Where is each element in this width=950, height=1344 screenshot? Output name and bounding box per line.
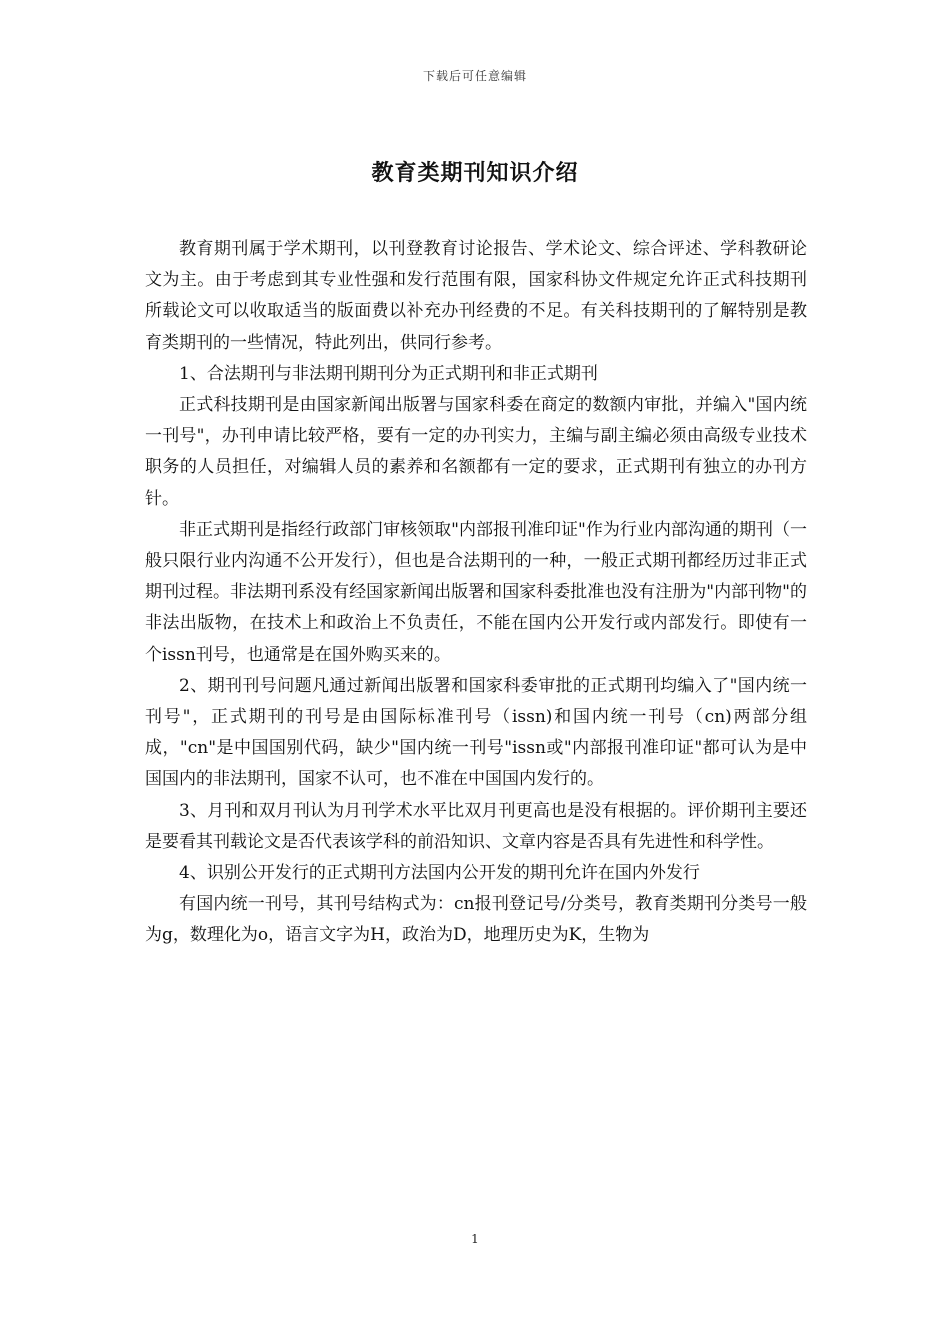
header-note: 下载后可任意编辑 <box>422 69 527 83</box>
paragraph-formal-journals: 正式科技期刊是由国家新闻出版署与国家科委在商定的数额内审批，并编入"国内统一刊号"，办刊申请比较严格，要有一定的办刊实力，主编与副主编必须由高级专业技术职务的人员担任，对编辑人员的素养和名额都有一定的要求，正式期刊有独立的办刊方针。 <box>145 395 807 509</box>
paragraph-section-4-heading: 4、识别公开发行的正式期刊方法国内公开发的期刊允许在国内外发行 <box>179 863 700 884</box>
document-title: 教育类期刊知识介绍 <box>371 160 579 186</box>
paragraph-section-3: 3、月刊和双月刊认为月刊学术水平比双月刊更高也是没有根据的。评价期刊主要还是要看其刊载论文是否代表该学科的前沿知识、文章内容是否具有先进性和科学性。 <box>145 800 807 852</box>
paragraph-informal-journals: 非正式期刊是指经行政部门审核领取"内部报刊准印证"作为行业内部沟通的期刊（一般只限行业内沟通不公开发行），但也是合法期刊的一种，一般正式期刊都经历过非正式期刊过程。非法期刊系没有经国家新闻出版署和国家科委批准也没有注册为"内部刊物"的非法出版物，在技术上和政治上不负责任，不能在国内公开发行或内部发行。即使有一个issn刊号，也通常是在国外购买来的。 <box>145 519 807 665</box>
document-body <box>145 234 807 952</box>
paragraph-cn-structure: 有国内统一刊号，其刊号结构式为：cn报刊登记号/分类号，教育类期刊分类号一般为g，数理化为o，语言文字为H，政治为D，地理历史为K，生物为 <box>145 894 807 946</box>
paragraph-section-2: 2、期刊刊号问题凡通过新闻出版署和国家科委审批的正式期刊均编入了"国内统一刊号"，正式期刊的刊号是由国际标准刊号（issn)和国内统一刊号（cn)两部分组成，"cn"是中国国别代码，缺少"国内统一刊号"issn或"内部报刊准印证"都可认为是中国国内的非法期刊，国家不认可，也不准在中国国内发行的。 <box>145 675 807 790</box>
paragraph-section-1-heading: 1、合法期刊与非法期刊期刊分为正式期刊和非正式期刊 <box>179 363 598 384</box>
page-number: 1 <box>471 1232 479 1246</box>
paragraph-intro: 教育期刊属于学术期刊，以刊登教育讨论报告、学术论文、综合评述、学科教研论文为主。由于考虑到其专业性强和发行范围有限，国家科协文件规定允许正式科技期刊所载论文可以收取适当的版面费以补充办刊经费的不足。有关科技期刊的了解特别是教育类期刊的一些情况，特此列出，供同行参考。 <box>145 239 807 353</box>
